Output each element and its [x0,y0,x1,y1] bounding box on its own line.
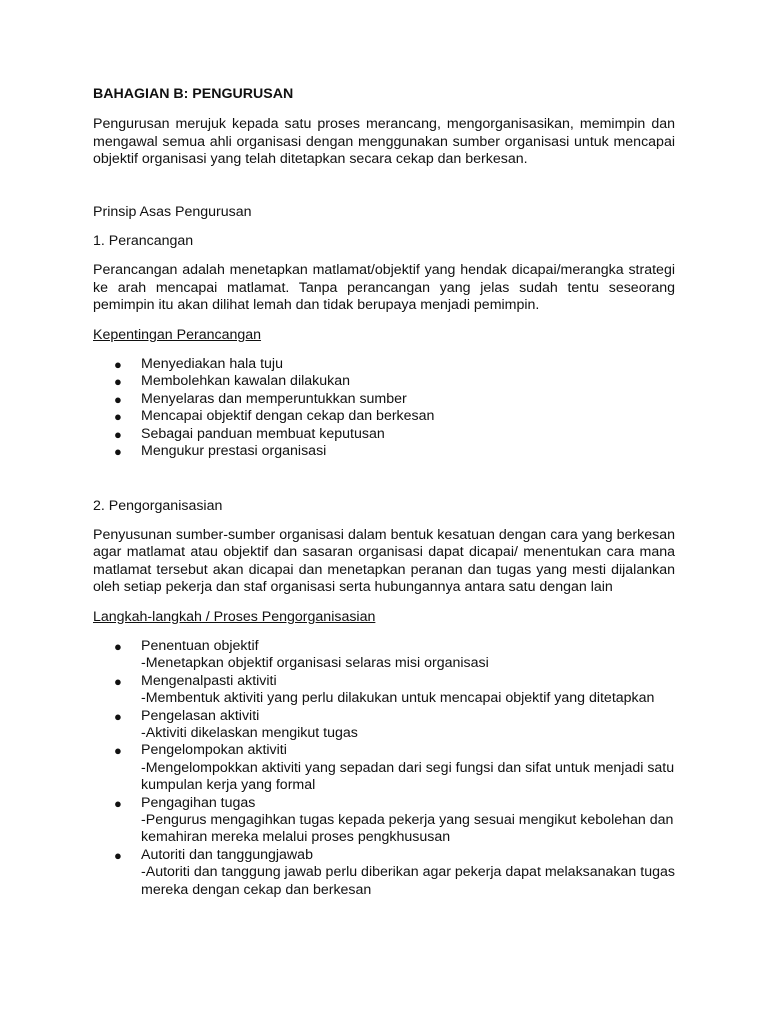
bullet-icon: ● [114,444,122,460]
intro-paragraph: Pengurusan merujuk kepada satu proses merancang, mengorganisasikan, memimpin dan mengawal semua ahli organisasi dengan menggunakan sumber organisasi untuk mencapai objektif organisasi yang telah ditetapkan secara cekap dan berkesan. [93,116,675,168]
list-item: ● Autoriti dan tanggungjawab -Autoriti dan tanggung jawab perlu diberikan agar pekerja dapat melaksanakan tugas mereka dengan cekap dan berkesan [114,846,675,898]
bullet-icon: ● [114,743,122,759]
bullet-icon: ● [114,708,122,724]
section2-list [93,638,675,899]
bullet-icon: ● [114,795,122,811]
document-content [93,86,675,899]
section2-heading: 2. Pengorganisasian [93,497,223,514]
list-item: ● Pengagihan tugas -Pengurus mengagihkan tugas kepada pekerja yang sesuai mengikut kebolehan dan kemahiran mereka melalui proses pengkhususan [114,794,674,846]
list-item: ● Pengelasan aktiviti -Aktiviti dikelaskan mengikut tugas [114,707,358,741]
list-item: ● Pengelompokan aktiviti -Mengelompokkan aktiviti yang sepadan dari segi fungsi dan sifat untuk menjadi satu kumpulan kerja yang formal [114,742,675,794]
bullet-icon: ● [114,391,122,407]
list-item: ● Sebagai panduan membuat keputusan [114,425,385,442]
section2-paragraph: Penyusunan sumber-sumber organisasi dalam bentuk kesatuan dengan cara yang berkesan agar matlamat atau objektif dan sasaran organisasi dapat dicapai/ menentukan cara mana matlamat tersebut akan dicapai dan menetapkan peranan dan tugas yang mesti dijalankan oleh setiap pekerja dan staf organisasi serta hubungannya antara satu dengan lain [93,526,675,596]
list-item: ● Mengukur prestasi organisasi [114,443,327,460]
list-item: ● Mengenalpasti aktiviti -Membentuk aktiviti yang perlu dilakukan untuk mencapai objektif yang ditetapkan [114,672,655,707]
bullet-icon: ● [114,638,122,654]
list-item: ● Menyediakan hala tuju [114,356,283,373]
list-item: ● Mencapai objektif dengan cekap dan berkesan [114,408,435,425]
bullet-icon: ● [114,357,122,373]
section2-subheading: Langkah-langkah / Proses Pengorganisasian [93,608,376,625]
section1-paragraph: Perancangan adalah menetapkan matlamat/objektif yang hendak dicapai/merangka strategi ke arah mencapai matlamat. Tanpa perancangan yang jelas sudah tentu seseorang pemimpin itu akan dilihat lemah dan tidak berupaya menjadi pemimpin. [93,262,675,314]
bullet-icon: ● [114,409,122,425]
bullet-icon: ● [114,374,122,390]
principles-heading: Prinsip Asas Pengurusan [93,203,252,220]
bullet-icon: ● [114,673,122,689]
bullet-icon: ● [114,847,122,863]
section1-heading: 1. Perancangan [93,233,194,250]
list-item: ● Penentuan objektif -Menetapkan objektif organisasi selaras misi organisasi [114,637,489,672]
list-item: ● Menyelaras dan memperuntukkan sumber [114,390,407,407]
section1-subheading: Kepentingan Perancangan [93,326,262,343]
bullet-icon: ● [114,426,122,442]
list-item: ● Membolehkan kawalan dilakukan [114,373,350,390]
document-title: BAHAGIAN B: PENGURUSAN [93,86,294,102]
section1-list [93,356,675,460]
